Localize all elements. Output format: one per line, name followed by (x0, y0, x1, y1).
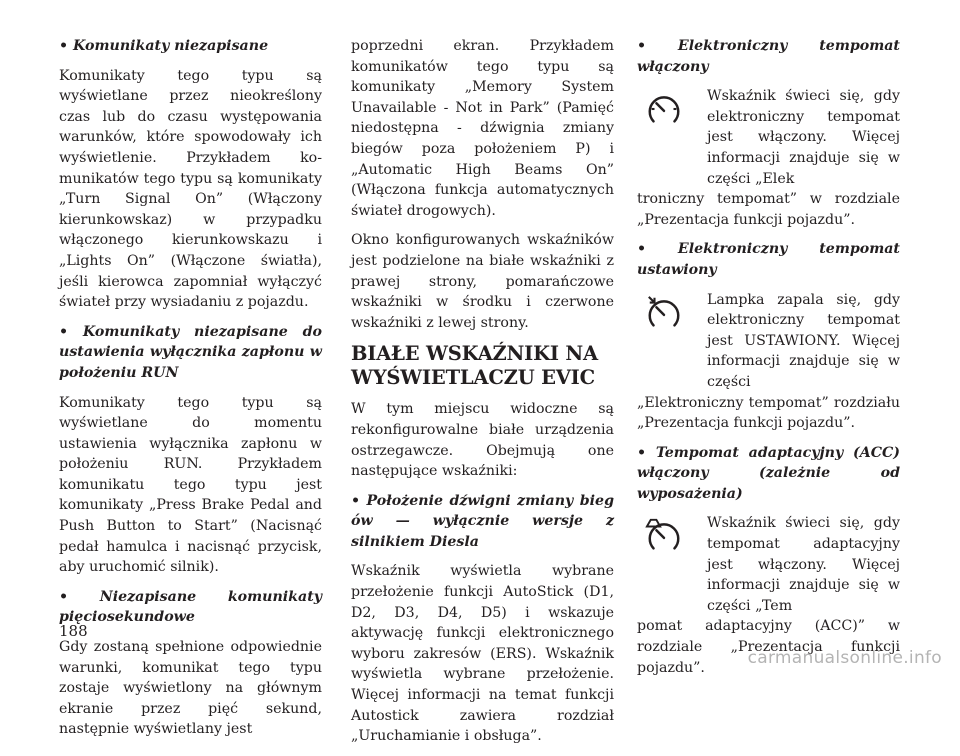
acc-text: Wskaźnik świeci się, gdy tempomat adaptacyjny jest włączony. Więcej informacji znajduje się w części „Tem (707, 515, 900, 614)
cruise-control-set-icon (645, 294, 683, 332)
cruise-set-row (637, 290, 900, 393)
adaptive-cruise-control-icon (645, 517, 683, 555)
paragraph-gear-position: Wskaźnik wyświetla wybrane przełożenie funkcji AutoStick (D1, D2, D3, D4, D5) i wskazuje aktywację funkcji elektronicznego wyboru zakresów (ERS). Wskaźnik wyświetla wybrane przełożenie. Więcej informacji na temat funkcji Autostick zawiera rozdział „Uruchamianie i obsługa”. (351, 563, 614, 745)
cruise-control-on-icon (645, 90, 683, 128)
bullet-title-run-messages: • Komunikaty niezapisane do ustawienia wyłącznika zapłonu w położeniu RUN (59, 323, 322, 381)
bullet-title-acc: • Tempomat adaptacyjny (ACC) włączony (zależnie od wyposażenia) (637, 444, 900, 502)
acc-continuation: pomat adaptacyjny (ACC)” w rozdziale „Prezentacja funkcji pojazdu”. (637, 618, 900, 676)
section-heading: BIAŁE WSKAŹNIKI NA WYŚWIETLACZU EVIC (351, 342, 598, 390)
page-number: 188 (59, 622, 88, 640)
cruise-set-continuation: „Elektroniczny tempomat” rozdziału „Prezentacja funkcji pojazdu”. (637, 394, 900, 432)
column-right (637, 36, 900, 687)
bullet-text-five-second-messages: Gdy zostaną spełnione odpowiednie warunki, komunikat tego typu zostaje wyświetlony na głównym ekranie przez pięć sekund, następnie wyświetlany jest (59, 639, 322, 738)
bullet-title-cruise-set: • Elektroniczny tempomat ustawiony (637, 241, 900, 278)
acc-row (637, 513, 900, 616)
bullet-text-run-messages: Komunikaty tego typu są wyświetlane do momentu ustawienia wyłącznika zapłonu w położeniu RUN. Przykładem komunikatu tego typu jest komunikaty „Press Brake Pedal and Push Button to Start” (Nacisnąć pedał hamulca i nacisnąć przycisk, aby uruchomić silnik). (59, 394, 322, 576)
bullet-title-unsaved-messages: • Komunikaty niezapisane (59, 38, 269, 54)
cruise-on-row (637, 86, 900, 189)
cruise-on-continuation: troniczny tempomat” w rozdziale „Prezentacja funkcji pojazdu”. (637, 191, 900, 228)
watermark: carmanualsonline.info (747, 648, 942, 668)
bullet-title-five-second-messages: • Niezapisane komunikaty pięciosekundowe (59, 588, 322, 626)
bullet-title-cruise-on: • Elektroniczny tempomat włączony (637, 38, 900, 75)
bullet-text-unsaved-messages: Komunikaty tego typu są wyświetlane przez nieokreślony czas lub do czasu występowania warunków, które spowodowały ich wyświetlenie. Przykładem komunikatów tego typu są komunikaty „Turn Signal On” (Włączony kierunkowskaz) w przypadku włączonego kierunkowskazu i „Lights On” (Włączone światła), jeśli kierowca zapomniał wyłączyć świateł przy wysiadaniu z pojazdu. (59, 67, 322, 311)
paragraph-previous-screen: poprzedni ekran. Przykładem komunikatów tego typu są komunikaty „Memory System Unavailable - Not in Park” (Pamięć niedostępna - dźwignia zmiany biegów poza położeniem P) i „Automatic High Beams On” (Włączona funkcja automatycznych świateł drogowych). (351, 38, 614, 219)
paragraph-white-indicators: W tym miejscu widoczne są rekonfigurowalne białe urządzenia ostrzegawcze. Obejmują one następujące wskaźniki: (351, 401, 614, 480)
column-middle (351, 36, 614, 756)
cruise-on-text: Wskaźnik świeci się, gdy elektroniczny tempomat jest włączony. Więcej informacji znajduje się w części „Elek (707, 88, 900, 187)
cruise-set-text: Lampka zapala się, gdy elektroniczny tempomat jest USTAWIONY. Więcej informacji znajduje się w części (707, 291, 900, 390)
bullet-title-gear-position: • Położenie dźwigni zmiany bieg ów — wyłącznie wersje z silnikiem Diesla (351, 492, 614, 550)
paragraph-configurable-indicators: Okno konfigurowanych wskaźników jest podzielone na białe wskaźniki z prawej strony, pomarańczowe wskaźniki w środku i czerwone wskaźniki z lewej strony. (351, 232, 614, 331)
column-left (59, 36, 322, 749)
